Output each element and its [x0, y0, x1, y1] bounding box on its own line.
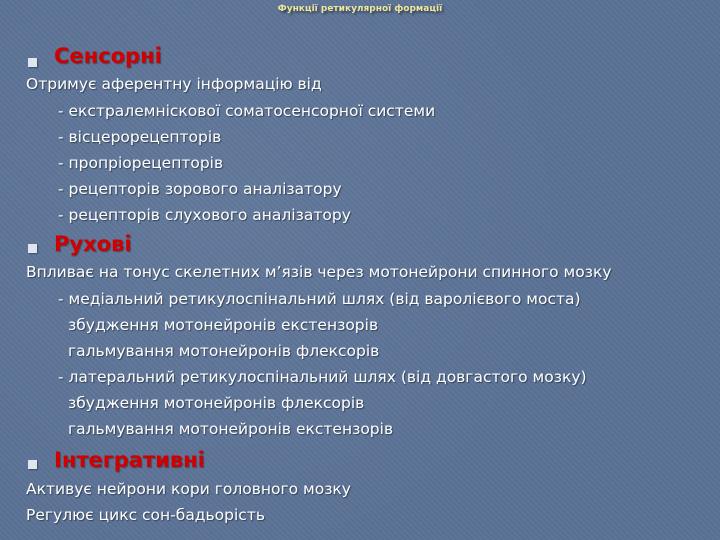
- square-bullet-icon: [28, 244, 37, 253]
- text-line: - рецепторів зорового аналізатору: [58, 180, 342, 198]
- text-line: Регулює цикс сон-бадьорість: [26, 506, 265, 524]
- text-line: - рецепторів слухового аналізатору: [58, 206, 351, 224]
- section-heading-label: Інтегративні: [54, 448, 205, 472]
- section-heading-label: Сенсорні: [54, 44, 162, 68]
- text-line: - латеральний ретикулоспінальний шлях (від довгастого мозку): [58, 368, 587, 386]
- text-line: збудження мотонейронів екстензорів: [68, 316, 379, 334]
- text-line: збудження мотонейронів флексорів: [68, 394, 365, 412]
- text-line: - пропріорецепторів: [58, 154, 224, 172]
- text-line: - вісцерорецепторів: [58, 128, 222, 146]
- text-line: гальмування мотонейронів екстензорів: [68, 420, 394, 438]
- text-line: Отримує аферентну інформацію від: [26, 75, 322, 93]
- square-bullet-icon: [28, 58, 37, 67]
- square-bullet-icon: [28, 460, 37, 469]
- text-line: - екстралемніскової соматосенсорної системи: [58, 102, 436, 120]
- section-heading-label: Рухові: [54, 232, 132, 256]
- text-line: Активує нейрони кори головного мозку: [26, 480, 351, 498]
- text-line: Впливає на тонус скелетних м’язів через мотонейрони спинного мозку: [26, 263, 612, 281]
- text-line: - медіальний ретикулоспінальний шлях (від варолієвого моста): [58, 290, 581, 308]
- text-line: гальмування мотонейронів флексорів: [68, 342, 380, 360]
- slide-title: Функції ретикулярної формації: [277, 4, 443, 14]
